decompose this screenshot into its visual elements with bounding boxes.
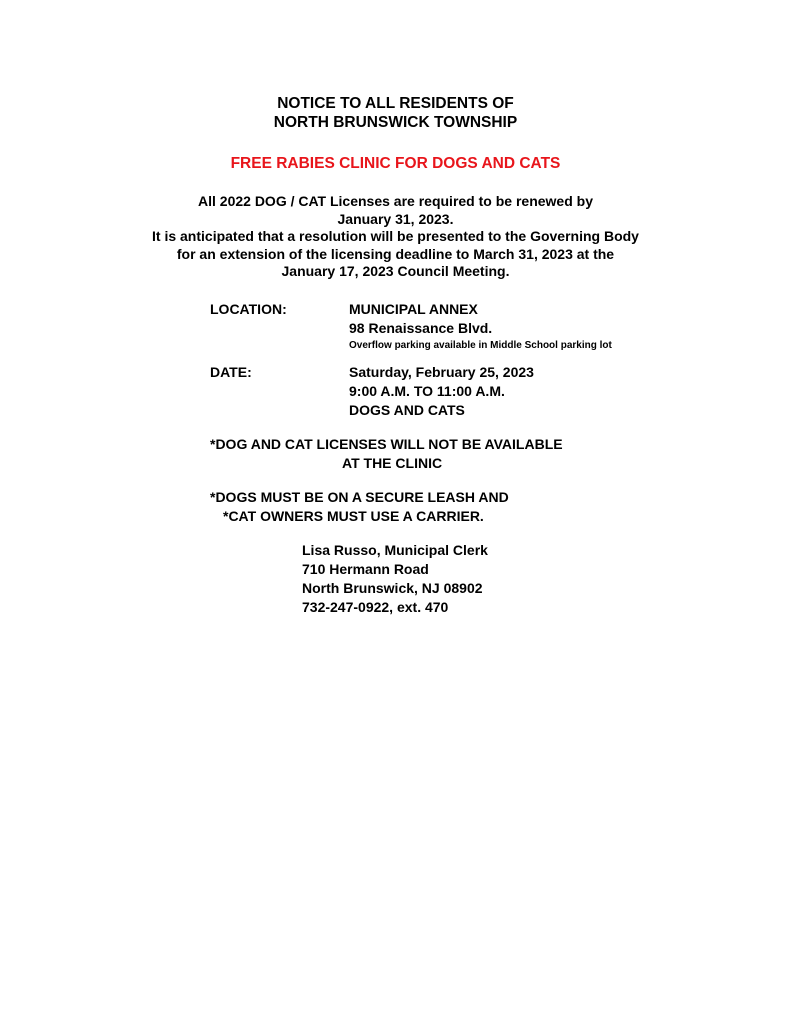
title-line-2: NORTH BRUNSWICK TOWNSHIP xyxy=(273,114,518,131)
location-details xyxy=(349,300,612,354)
intro-line-2: January 31, 2023. xyxy=(337,210,454,227)
clinic-heading xyxy=(0,154,791,173)
license-renewal-paragraph xyxy=(0,193,791,281)
clerk-city: North Brunswick, NJ 08902 xyxy=(302,580,483,596)
clerk-street: 710 Hermann Road xyxy=(302,561,429,577)
intro-line-5: January 17, 2023 Council Meeting. xyxy=(281,263,510,279)
parking-note: Overflow parking available in Middle School parking lot xyxy=(349,340,612,351)
location-address: 98 Renaissance Blvd. xyxy=(349,320,493,336)
date-day: Saturday, February 25, 2023 xyxy=(349,364,534,380)
intro-line-1: All 2022 DOG / CAT Licenses are required to be renewed by xyxy=(198,193,593,209)
license-availability-notice xyxy=(210,435,563,473)
intro-line-4: for an extension of the licensing deadline to March 31, 2023 at the xyxy=(176,245,615,262)
leash-line-2: *CAT OWNERS MUST USE A CARRIER. xyxy=(223,508,484,524)
licenses-line-2: AT THE CLINIC xyxy=(342,455,443,471)
intro-line-3: It is anticipated that a resolution will be presented to the Governing Body xyxy=(152,228,639,244)
licenses-line-1: *DOG AND CAT LICENSES WILL NOT BE AVAILABLE xyxy=(210,436,563,452)
clerk-name: Lisa Russo, Municipal Clerk xyxy=(302,542,488,558)
date-label: DATE: xyxy=(210,364,252,380)
title-line-1: NOTICE TO ALL RESIDENTS OF xyxy=(277,95,514,112)
date-time: 9:00 A.M. TO 11:00 A.M. xyxy=(349,383,505,399)
notice-title xyxy=(0,94,791,132)
location-label: LOCATION: xyxy=(210,301,287,317)
date-details xyxy=(349,363,534,420)
clerk-phone: 732-247-0922, ext. 470 xyxy=(302,599,449,615)
date-animals: DOGS AND CATS xyxy=(349,402,465,418)
location-name: MUNICIPAL ANNEX xyxy=(349,301,478,317)
clinic-heading-text: FREE RABIES CLINIC FOR DOGS AND CATS xyxy=(230,155,561,172)
leash-carrier-notice xyxy=(210,488,509,526)
leash-line-1: *DOGS MUST BE ON A SECURE LEASH AND xyxy=(210,489,509,505)
clerk-contact-block xyxy=(302,541,488,617)
